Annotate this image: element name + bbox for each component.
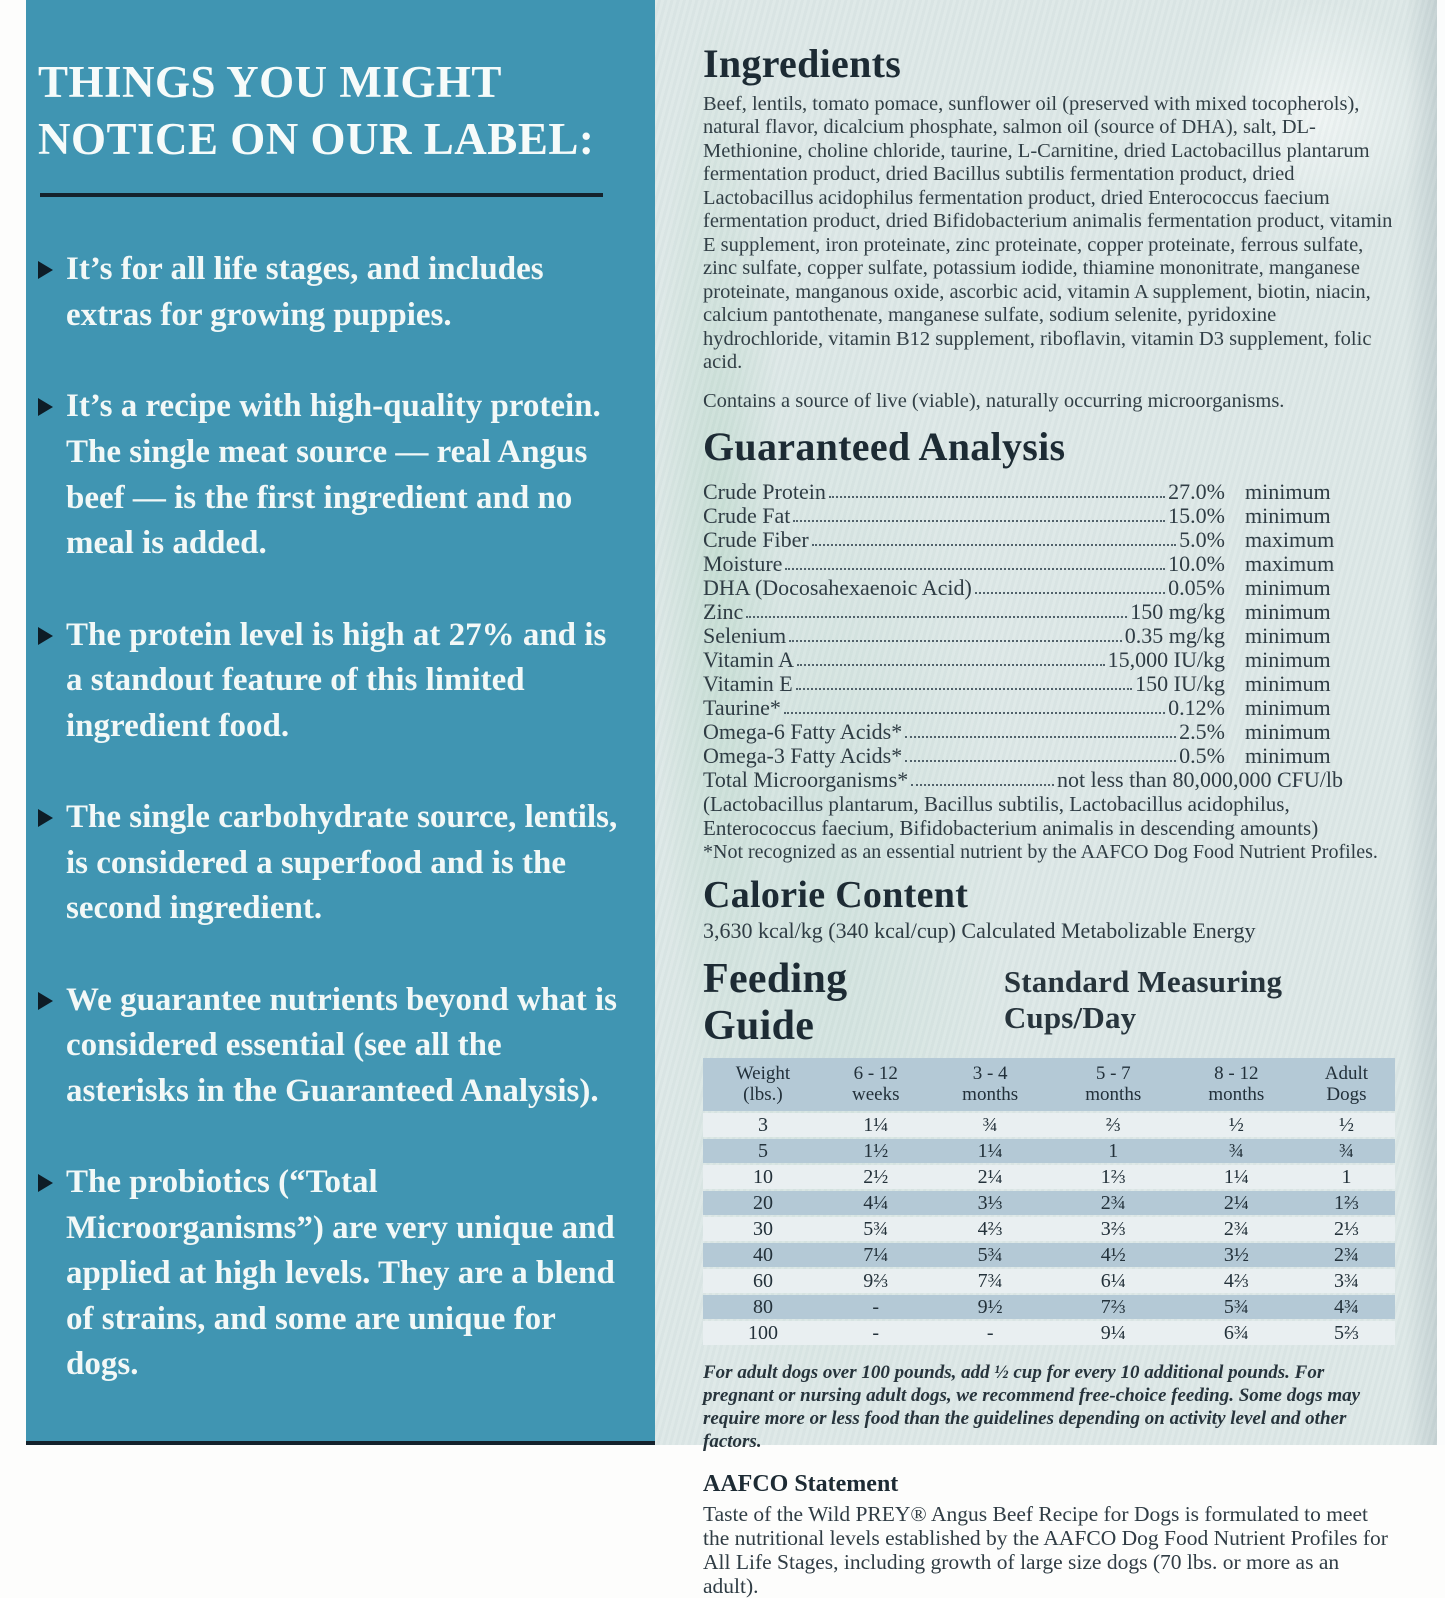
table-cell: ¾ — [1175, 1139, 1298, 1163]
bullet-item — [38, 384, 627, 566]
table-cell: 3¾ — [1298, 1269, 1395, 1293]
ga-dotted-leader — [789, 640, 1122, 642]
bullet-item — [38, 613, 627, 750]
table-cell: 30 — [703, 1217, 823, 1241]
table-cell: ⅔ — [1052, 1113, 1175, 1137]
ga-dotted-leader — [793, 520, 1165, 522]
table-cell: 4⅔ — [929, 1217, 1052, 1241]
table-cell: 3 — [703, 1113, 823, 1137]
aafco-heading: AAFCO Statement — [703, 1471, 899, 1498]
left-panel — [26, 0, 655, 1445]
ga-qualifier: minimum — [1245, 742, 1331, 768]
page-title — [38, 54, 627, 167]
table-cell: - — [823, 1321, 929, 1345]
guaranteed-analysis-section — [703, 425, 1395, 864]
table-cell: ¾ — [1298, 1139, 1395, 1163]
left-bullet-list — [38, 247, 627, 1388]
table-cell: 5 — [703, 1139, 823, 1163]
ga-dotted-leader — [911, 784, 1054, 786]
page-title-line2: NOTICE ON OUR LABEL: — [38, 113, 595, 164]
table-row — [703, 1139, 1395, 1163]
feeding-guide-section — [703, 956, 1395, 1453]
bullet-arrow-icon — [38, 627, 66, 645]
table-cell: 5¾ — [1175, 1295, 1298, 1319]
ingredients-body: Beef, lentils, tomato pomace, sunflower oil (preserved with mixed tocopherols), natural flavor, dicalcium phosphate, salmon oil (source of DHA), salt, DL-Methionine, choline chloride, taurine, L-Carnitine, dried Lactobacillus plantarum fermentation product, dried Bacillus subtilis fermentation product, dried Lactobacillus acidophilus fermentation product, dried Enterococcus faecium fermentation product, dried Bifidobacterium animalis fermentation product, vitamin E supplement, iron proteinate, zinc proteinate, copper proteinate, ferrous sulfate, zinc sulfate, copper sulfate, potassium iodide, thiamine mononitrate, manganese proteinate, manganous oxide, ascorbic acid, vitamin A supplement, biotin, niacin, calcium pantothenate, manganese sulfate, sodium selenite, pyridoxine hydrochloride, vitamin B12 supplement, riboflavin, vitamin D3 supplement, folic acid. — [703, 92, 1393, 374]
table-cell: 10 — [703, 1165, 823, 1189]
ga-row — [703, 480, 1343, 504]
ga-row — [703, 624, 1343, 648]
table-cell: 1¼ — [1175, 1165, 1298, 1189]
guaranteed-analysis-paren-note: (Lactobacillus plantarum, Bacillus subtilis, Lactobacillus acidophilus, Enterococcus faecium, Bifidobacterium animalis in descending amounts) — [703, 791, 1319, 840]
feeding-guide-table — [703, 1056, 1395, 1347]
ga-label: Crude Protein — [703, 478, 826, 504]
table-cell: 4½ — [1052, 1243, 1175, 1267]
table-cell: 9⅔ — [823, 1269, 929, 1293]
ga-dotted-leader — [797, 664, 1105, 666]
ga-label: Zinc — [703, 598, 744, 624]
table-row — [703, 1321, 1395, 1345]
aafco-section — [703, 1471, 1395, 1598]
ga-label: Crude Fat — [703, 502, 791, 528]
table-cell: 4¾ — [1298, 1295, 1395, 1319]
ga-label: Selenium — [703, 622, 787, 648]
table-header-cell: 8 - 12 months — [1175, 1058, 1298, 1111]
ga-row — [703, 528, 1343, 552]
table-cell: 4⅔ — [1175, 1269, 1298, 1293]
table-header-cell: Weight (lbs.) — [703, 1058, 823, 1111]
table-cell: 5⅔ — [1298, 1321, 1395, 1345]
table-row — [703, 1165, 1395, 1189]
ga-qualifier: minimum — [1245, 622, 1331, 648]
ga-value: 15.0% — [1168, 502, 1225, 528]
ga-dotted-leader — [785, 568, 1165, 570]
ga-value: 150 IU/kg — [1135, 670, 1225, 696]
table-cell: 3⅓ — [929, 1191, 1052, 1215]
ga-row — [703, 672, 1343, 696]
bullet-arrow-icon — [38, 398, 66, 416]
left-gutter — [0, 0, 26, 1445]
ga-label: Vitamin A — [703, 646, 794, 672]
ga-row — [703, 600, 1343, 624]
table-cell: ½ — [1298, 1113, 1395, 1137]
ingredients-section — [703, 42, 1395, 413]
bullet-arrow-icon — [38, 992, 66, 1010]
bullet-text: The probiotics (“Total Microorganisms”) are very unique and applied at high levels. They are a blend of strains, and some are unique for dogs. — [66, 1164, 615, 1383]
bullet-arrow-icon — [38, 809, 66, 827]
ga-dotted-leader — [812, 544, 1176, 546]
ga-dotted-leader — [975, 592, 1165, 594]
ga-label: Taurine* — [703, 694, 781, 720]
ga-value: 10.0% — [1168, 550, 1225, 576]
ingredients-heading: Ingredients — [703, 41, 902, 86]
bullet-arrow-icon — [38, 1174, 66, 1192]
ga-qualifier: minimum — [1245, 670, 1331, 696]
table-row — [703, 1217, 1395, 1241]
table-cell: 1 — [1298, 1165, 1395, 1189]
table-cell: 7¼ — [823, 1243, 929, 1267]
table-cell: 60 — [703, 1269, 823, 1293]
ga-row — [703, 744, 1343, 768]
ga-row — [703, 648, 1343, 672]
table-cell: 2¾ — [1175, 1217, 1298, 1241]
table-row — [703, 1243, 1395, 1267]
table-cell: 9½ — [929, 1295, 1052, 1319]
ga-row — [703, 504, 1343, 528]
bullet-item — [38, 795, 627, 932]
table-cell: 2¼ — [1175, 1191, 1298, 1215]
aafco-text: Taste of the Wild PREY® Angus Beef Recipe for Dogs is formulated to meet the nutritional levels established by the AAFCO Dog Food Nutrient Profiles for All Life Stages, including growth of large size dogs (70 lbs. or more as an adult). — [703, 1502, 1388, 1598]
table-cell: 6¼ — [1052, 1269, 1175, 1293]
ga-qualifier: minimum — [1245, 646, 1331, 672]
bullet-arrow-icon — [38, 261, 66, 279]
guaranteed-analysis-asterisk-note: *Not recognized as an essential nutrient by the AAFCO Dog Food Nutrient Profiles. — [703, 840, 1378, 863]
table-cell: 7¾ — [929, 1269, 1052, 1293]
guaranteed-analysis-heading: Guaranteed Analysis — [703, 423, 1066, 469]
table-cell: 100 — [703, 1321, 823, 1345]
table-cell: 7⅔ — [1052, 1295, 1175, 1319]
table-cell: ¾ — [929, 1113, 1052, 1137]
ga-dotted-leader — [905, 760, 1176, 762]
table-cell: 2¾ — [1298, 1243, 1395, 1267]
ga-qualifier: maximum — [1245, 550, 1335, 576]
feeding-guide-table-head — [703, 1058, 1395, 1111]
table-cell: 80 — [703, 1295, 823, 1319]
table-cell: 40 — [703, 1243, 823, 1267]
ga-qualifier: minimum — [1245, 478, 1331, 504]
table-row — [703, 1295, 1395, 1319]
ingredients-note: Contains a source of live (viable), naturally occurring microorganisms. — [703, 389, 1285, 412]
ga-value: 2.5% — [1179, 718, 1225, 744]
ga-value: 27.0% — [1168, 478, 1225, 504]
feeding-guide-footnote: For adult dogs over 100 pounds, add ½ cup for every 10 additional pounds. For pregnant or nursing adult dogs, we recommend free-choice feeding. Some dogs may require more or less food than the guidelines depending on activity level and other factors. — [703, 1362, 1361, 1453]
ga-dotted-leader — [784, 712, 1165, 714]
ga-row — [703, 576, 1343, 600]
ga-label: Vitamin E — [703, 670, 793, 696]
feeding-guide-heading-row — [703, 956, 1395, 1050]
ga-qualifier: minimum — [1245, 694, 1331, 720]
ga-qualifier: minimum — [1245, 598, 1331, 624]
table-cell: ½ — [1175, 1113, 1298, 1137]
calorie-content-heading: Calorie Content — [703, 873, 969, 916]
ga-label: Omega-3 Fatty Acids* — [703, 742, 903, 768]
ga-row — [703, 768, 1343, 792]
table-cell: 1¼ — [823, 1113, 929, 1137]
bullet-item — [38, 1160, 627, 1388]
bullet-text: It’s for all life stages, and includes extras for growing puppies. — [66, 251, 544, 333]
right-panel — [655, 0, 1437, 1598]
ga-qualifier: minimum — [1245, 574, 1331, 600]
ga-value: 150 mg/kg — [1130, 598, 1225, 624]
ga-qualifier: minimum — [1245, 502, 1331, 528]
ga-label: Moisture — [703, 550, 783, 576]
ga-value: 0.5% — [1179, 742, 1225, 768]
table-cell: 1½ — [823, 1139, 929, 1163]
page-title-line1: THINGS YOU MIGHT — [38, 57, 502, 107]
table-cell: - — [823, 1295, 929, 1319]
ga-dotted-leader — [746, 616, 1127, 618]
table-cell: - — [929, 1321, 1052, 1345]
guaranteed-analysis-list — [703, 480, 1343, 792]
calorie-content-text: 3,630 kcal/kg (340 kcal/cup) Calculated Metabolizable Energy — [703, 918, 1256, 944]
calorie-content-section — [703, 874, 1395, 945]
table-header-cell: 6 - 12 weeks — [823, 1058, 929, 1111]
feeding-guide-subheading: Standard Measuring Cups/Day — [1003, 964, 1283, 1036]
bullet-text: The single carbohydrate source, lentils, is considered a superfood and is the second ingredient. — [66, 799, 618, 927]
ga-row — [703, 696, 1343, 720]
table-cell: 4¼ — [823, 1191, 929, 1215]
bullet-text: The protein level is high at 27% and is a standout feature of this limited ingredient food. — [66, 616, 607, 744]
ga-dotted-leader — [905, 736, 1176, 738]
ga-qualifier: maximum — [1245, 526, 1335, 552]
bullet-text: We guarantee nutrients beyond what is considered essential (see all the asterisks in the Guaranteed Analysis). — [66, 981, 617, 1109]
ga-qualifier: minimum — [1245, 718, 1331, 744]
table-cell: 9¼ — [1052, 1321, 1175, 1345]
ga-dotted-leader — [796, 688, 1132, 690]
ga-label: Crude Fiber — [703, 526, 809, 552]
table-cell: 2½ — [823, 1165, 929, 1189]
table-cell: 2¾ — [1052, 1191, 1175, 1215]
ga-dotted-leader — [829, 496, 1165, 498]
ga-value: 0.12% — [1168, 694, 1225, 720]
ga-row — [703, 720, 1343, 744]
ga-label: DHA (Docosahexaenoic Acid) — [703, 574, 972, 600]
table-row — [703, 1113, 1395, 1137]
ga-label: Total Microorganisms* — [703, 766, 909, 792]
table-cell: 3½ — [1175, 1243, 1298, 1267]
table-cell: 3⅔ — [1052, 1217, 1175, 1241]
table-cell: 5¾ — [823, 1217, 929, 1241]
table-header-cell: 3 - 4 months — [929, 1058, 1052, 1111]
table-cell: 1¼ — [929, 1139, 1052, 1163]
right-gutter — [1437, 0, 1445, 1445]
table-cell: 1⅔ — [1298, 1191, 1395, 1215]
ga-row — [703, 552, 1343, 576]
table-cell: 2¼ — [929, 1165, 1052, 1189]
ga-value: not less than 80,000,000 CFU/lb — [1056, 766, 1343, 792]
bullet-item — [38, 247, 627, 338]
ga-value: 0.05% — [1168, 574, 1225, 600]
table-header-cell: Adult Dogs — [1298, 1058, 1395, 1111]
table-cell: 5¾ — [929, 1243, 1052, 1267]
bullet-text: It’s a recipe with high-quality protein. The single meat source — real Angus beef — is the first ingredient and no meal is added. — [66, 388, 601, 562]
table-cell: 2⅓ — [1298, 1217, 1395, 1241]
ga-value: 0.35 mg/kg — [1124, 622, 1225, 648]
table-row — [703, 1191, 1395, 1215]
ga-value: 5.0% — [1179, 526, 1225, 552]
ga-label: Omega-6 Fatty Acids* — [703, 718, 903, 744]
ga-value: 15,000 IU/kg — [1107, 646, 1225, 672]
table-cell: 20 — [703, 1191, 823, 1215]
title-divider — [40, 193, 603, 197]
feeding-guide-table-body — [703, 1113, 1395, 1345]
table-cell: 6¾ — [1175, 1321, 1298, 1345]
bullet-item — [38, 978, 627, 1115]
table-row — [703, 1269, 1395, 1293]
table-header-row — [703, 1058, 1395, 1111]
table-cell: 1 — [1052, 1139, 1175, 1163]
table-header-cell: 5 - 7 months — [1052, 1058, 1175, 1111]
table-cell: 1⅔ — [1052, 1165, 1175, 1189]
feeding-guide-heading: Feeding Guide — [703, 956, 848, 1050]
